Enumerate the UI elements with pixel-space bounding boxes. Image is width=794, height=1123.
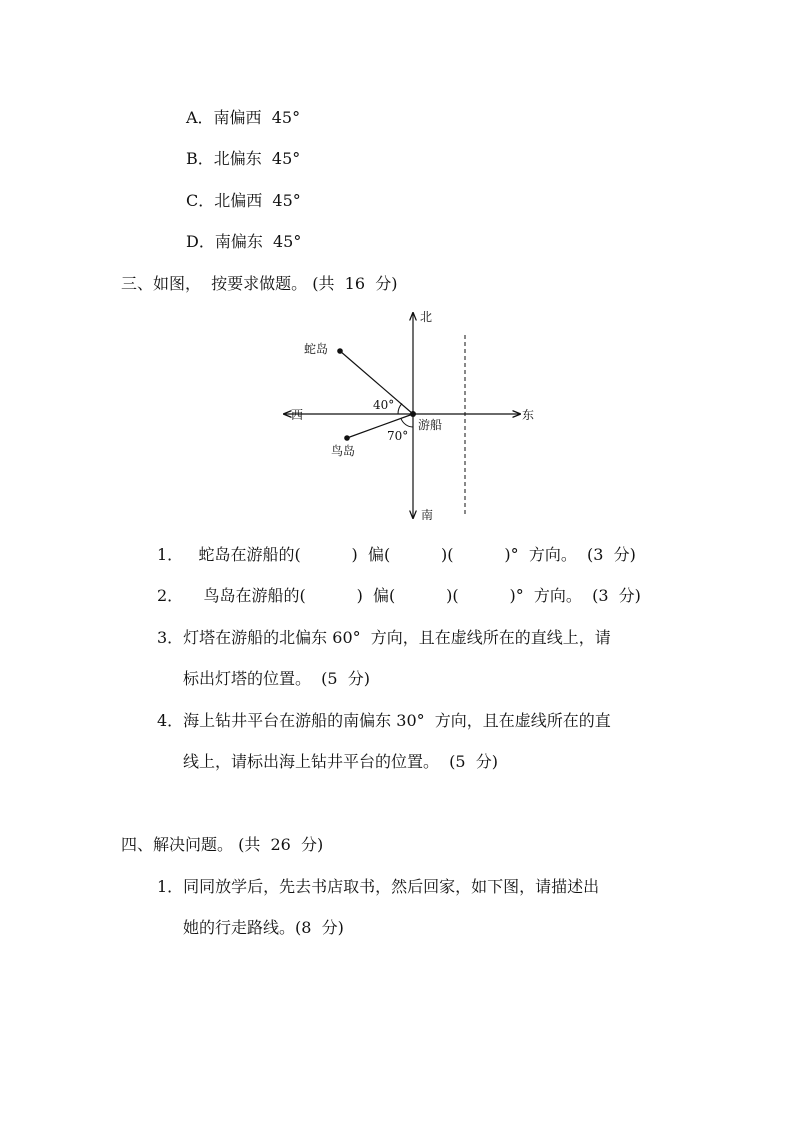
- question-3-3-line2: 标出灯塔的位置。 (5 分): [183, 669, 371, 688]
- question-4-1-line1: 1．同同放学后，先去书店取书，然后回家，如下图，请描述出: [157, 877, 600, 896]
- section-3-title: 三、如图， 按要求做题。 (共 16 分): [121, 274, 398, 293]
- bird-island-point: [344, 435, 350, 441]
- option-b: B．北偏东 45°: [186, 149, 301, 168]
- snake-island-label: 蛇岛: [304, 342, 329, 356]
- bird-island-label: 鸟岛: [331, 444, 356, 458]
- question-3-4-line1: 4．海上钻井平台在游船的南偏东 30° 方向，且在虚线所在的直: [157, 711, 611, 730]
- direction-diagram: [280, 305, 540, 525]
- option-d: D．南偏东 45°: [186, 232, 302, 251]
- question-4-1-line2: 她的行走路线。(8 分): [183, 918, 344, 937]
- section-4-title: 四、解决问题。 (共 26 分): [121, 835, 324, 854]
- angle-label-70: 70°: [387, 429, 409, 443]
- option-c: C．北偏西 45°: [186, 191, 301, 210]
- question-3-3-line1: 3．灯塔在游船的北偏东 60° 方向，且在虚线所在的直线上，请: [157, 628, 611, 647]
- cruise-ship-label: 游船: [418, 418, 443, 432]
- option-a: A．南偏西 45°: [186, 108, 301, 127]
- angle-arc-70: [401, 419, 413, 428]
- question-3-1: 1． 蛇岛在游船的( ) 偏( )( )° 方向。 (3 分): [157, 545, 636, 564]
- north-label: 北: [420, 310, 433, 324]
- angle-arc-40: [398, 404, 402, 415]
- question-3-4-line2: 线上，请标出海上钻井平台的位置。 (5 分): [183, 752, 499, 771]
- cruise-ship-point: [410, 411, 416, 417]
- west-label: 西: [291, 408, 304, 422]
- angle-label-40: 40°: [373, 398, 395, 412]
- south-label: 南: [421, 508, 434, 522]
- snake-island-point: [337, 348, 343, 354]
- east-label: 东: [522, 408, 535, 422]
- question-3-2: 2． 鸟岛在游船的( ) 偏( )( )° 方向。 (3 分): [157, 586, 641, 605]
